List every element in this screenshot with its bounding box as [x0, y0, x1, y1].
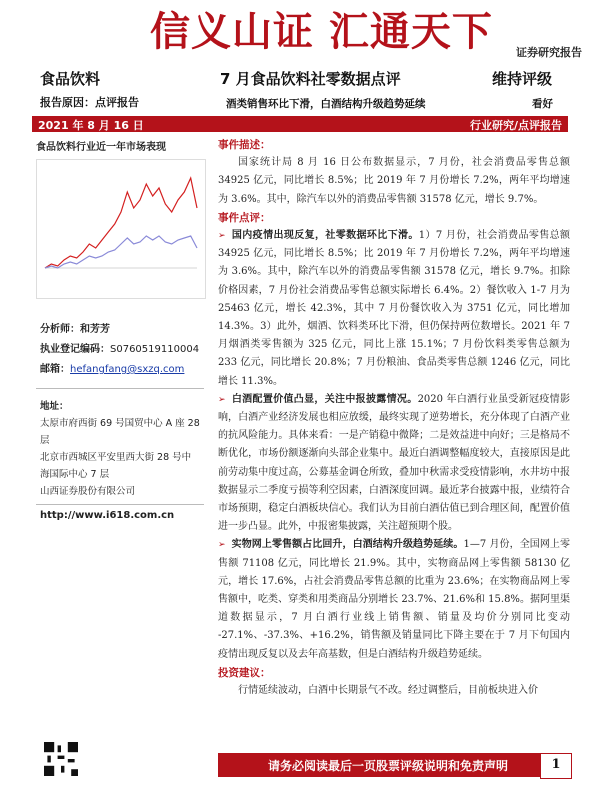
email-link[interactable]: hefangfang@sxzq.com	[70, 364, 185, 375]
arrow-bullet-icon: ➢	[218, 231, 226, 242]
chart-svg	[37, 160, 205, 298]
qr-code-icon	[44, 742, 78, 776]
bullet-3-heading: 实物网上零售额占比回升，白酒结构升级趋势延续。	[231, 539, 464, 551]
advice-text: 行情延续波动，白酒中长期景气不改。经过调整后，目前板块进入价	[238, 685, 538, 697]
main-content	[218, 136, 570, 700]
email-label: 邮箱：	[40, 364, 70, 375]
event-text: 国家统计局 8 月 16 日公布数据显示，7 月份，社会消费品零售总额 34925 亿元，同比增长 8.5%；比 2019 年 7 月份增长 7.2%，两年平均增速为 3.6%。其中，除汽车以外的消费品零售额 31578 亿元，增长 9.7%。	[218, 157, 570, 205]
page-number-box	[540, 753, 572, 779]
website-link[interactable]: http://www.i618.com.cn	[40, 510, 175, 521]
license-label: 执业登记编码：	[40, 344, 110, 355]
page-number: 1	[551, 757, 561, 772]
bullet-2-text: 2020 年白酒行业虽受新冠疫情影响，白酒产业经济发展也相应放缓，最终实现了逆势增长，充分体现了白酒产业的抗风险能力。具体来看：一是产销稳中微降；二是效益进中向好；三是格局不断优化，市场份额逐渐向头部企业集中。最近白酒调整幅度较大，直接原因是此前劳动集中度过高，公募基金调仓所致，叠加中秋需求受疫情影响，水井坊中报数据显示二季度亏损等利空因素，白酒深度回调。最近茅台披露中报，业绩符合市场预期，稳定白酒板块信心。我们认为目前白酒估值已到合理区间，配置价值进一步凸显。此外，中报密集披露，关注超预期个股。	[218, 393, 570, 533]
header-banner	[0, 0, 600, 60]
analyst-label: 分析师：	[40, 324, 80, 335]
bullet-2-heading: 白酒配置价值凸显，关注中报披露情况。	[231, 393, 418, 405]
footer-disclaimer-bar	[218, 753, 570, 777]
advice-heading: 投资建议：	[218, 666, 271, 679]
analyst-name: 和芳芳	[80, 324, 110, 335]
analyst-info	[40, 320, 199, 380]
chart-series-line-2	[45, 236, 197, 268]
company-name: 山西证券股份有限公司	[40, 486, 136, 497]
report-subtitle: 酒类销售环比下滑，白酒结构升级趋势延续	[226, 98, 426, 110]
arrow-bullet-icon: ➢	[218, 540, 226, 551]
doc-type-label: 证券研究报告	[516, 46, 582, 59]
sidebar	[36, 134, 204, 299]
sector-name: 食品饮料	[40, 70, 101, 88]
report-category: 行业研究/点评报告	[469, 119, 562, 132]
report-title: 7 月食品饮料社零数据点评	[220, 70, 401, 88]
market-performance-chart	[36, 159, 206, 299]
bullet-3-text: 1—7 月份，全国网上零售额 71108 亿元，同比增长 21.9%。其中，实物商品网上零售额 58130 亿元，增长 17.6%，占社会消费品零售总额的比重为 23.6%；在实物商品网上零售额中，吃类、穿类和用类商品分别增长 23.7%、21.6%和 15.8%。据阿里渠道数据显示，7 月白酒行业线上销售额、销量及均价分别同比变动 -27.1%、-37.3%、+16.2%，销售额及销量同比下降主要在于 7 月下旬国内疫情出现反复以及去年高基数，但是白酒结构升级趋势延续。	[218, 539, 571, 660]
address-beijing: 北京市西城区平安里西大街 28 号中海国际中心 7 层	[40, 452, 192, 480]
rating-value: 看好	[532, 98, 553, 110]
address-label: 地址：	[40, 401, 69, 412]
bullet-1-text: 1）7 月份，社会消费品零售总额 34925 亿元，同比增长 8.5%；比 2019 年 7 月份增长 7.2%，两年平均增速为 3.6%。其中，除汽车以外的消费品零售额 31578 亿元，增长 9.7%。扣除价格因素，7 月份社会消费品零售总额实际增长 6.4%。2）餐饮收入 1-7 月为 25463 亿元，增长 42.3%，其中 7 月份餐饮收入为 3751 亿元，同比增加 14.3%。3）此外，烟酒、饮料类环比下滑，但仍保持两位数增长。2021 年 7 月烟酒类零售额为 325 亿元，同比上涨 15.1%；7 月份饮料类零售总额为 233 亿元，同比增长 20.8%；7 月份粮油、食品类零售总额 1246 亿元，同比增长 11.3%。	[218, 230, 571, 387]
chart-series-line-1	[45, 178, 197, 268]
arrow-bullet-icon: ➢	[218, 394, 226, 405]
banner-slogan: 信义山证 汇通天下	[150, 9, 493, 55]
report-date: 2021 年 8 月 16 日	[38, 119, 144, 132]
rating-label: 维持评级	[492, 70, 553, 88]
comment-heading: 事件点评：	[218, 211, 271, 224]
footer-disclaimer: 请务必阅读最后一页股票评级说明和免责声明	[268, 759, 509, 773]
bullet-2	[218, 391, 570, 537]
bullet-3	[218, 536, 570, 663]
date-bar	[32, 116, 568, 132]
report-reason: 报告原因：点评报告	[40, 96, 139, 109]
address-block	[40, 398, 200, 500]
bullet-1-heading: 国内疫情出现反复，社零数据环比下滑。	[231, 230, 419, 242]
sidebar-divider	[36, 388, 204, 389]
address-taiyuan: 太原市府西街 69 号国贸中心 A 座 28 层	[40, 418, 200, 446]
sidebar-divider-2	[36, 504, 204, 505]
chart-title: 食品饮料行业近一年市场表现	[36, 142, 166, 153]
license-number: S0760519110004	[110, 344, 200, 355]
bullet-1	[218, 227, 570, 391]
event-heading: 事件描述：	[218, 139, 271, 151]
